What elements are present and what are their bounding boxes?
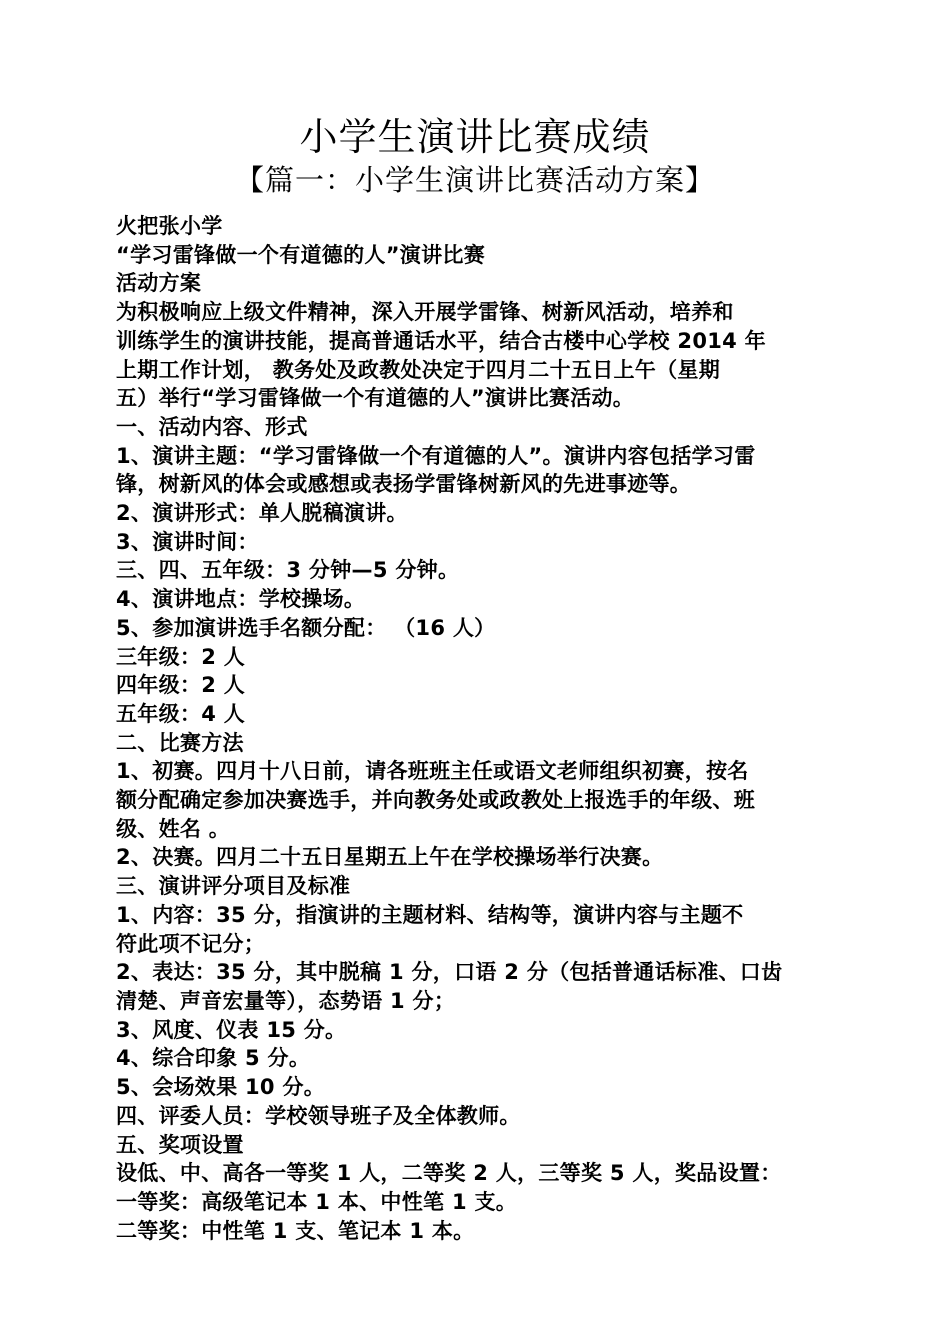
body-line: 符此项不记分； xyxy=(116,931,266,956)
body-line: 四年级：2 人 xyxy=(116,673,246,698)
body-line: 3、演讲时间： xyxy=(116,529,259,554)
body-line: 3、风度、仪表 15 分。 xyxy=(116,1017,347,1042)
body-line: 1、初赛。四月十八日前，请各班班主任或语文老师组织初赛，按名 xyxy=(116,759,749,784)
body-line: 5、会场效果 10 分。 xyxy=(116,1075,326,1100)
body-line: 五）举行“学习雷锋做一个有道德的人”演讲比赛活动。 xyxy=(116,386,635,411)
body-line: 2、决赛。四月二十五日星期五上午在学校操场举行决赛。 xyxy=(116,845,664,870)
body-line: 锋，树新风的体会或感想或表扬学雷锋树新风的先进事迹等。 xyxy=(116,472,692,497)
body-line: 清楚、声音宏量等），态势语 1 分； xyxy=(116,988,456,1013)
section-heading: 三、演讲评分项目及标准 xyxy=(116,874,351,899)
section-heading: 五、奖项设置 xyxy=(116,1132,244,1157)
body-line: 三、四、五年级：3 分钟—5 分钟。 xyxy=(116,558,460,583)
body-line: 1、演讲主题：“学习雷锋做一个有道德的人”。演讲内容包括学习雷 xyxy=(116,443,756,468)
body-line: 一等奖：高级笔记本 1 本、中性笔 1 支。 xyxy=(116,1189,518,1214)
body-line: 5、参加演讲选手名额分配： （16 人） xyxy=(116,615,496,640)
section-heading: 一、活动内容、形式 xyxy=(116,414,308,439)
body-line: “学习雷锋做一个有道德的人”演讲比赛 xyxy=(116,242,486,267)
body-line: 设低、中、高各一等奖 1 人，二等奖 2 人，三等奖 5 人，奖品设置： xyxy=(116,1161,782,1186)
body-line: 额分配确定参加决赛选手，并向教务处或政教处上报选手的年级、班 xyxy=(116,788,755,813)
body-line: 2、表达：35 分，其中脱稿 1 分，口语 2 分（包括普通话标准、口齿 xyxy=(116,960,783,985)
document-body xyxy=(116,212,838,1245)
body-line: 训练学生的演讲技能，提高普通话水平，结合古楼中心学校 2014 年 xyxy=(116,328,766,353)
body-line: 4、演讲地点：学校操场。 xyxy=(116,587,366,612)
section-heading: 四、评委人员：学校领导班子及全体教师。 xyxy=(116,1103,521,1128)
body-line: 三年级：2 人 xyxy=(116,644,246,669)
body-line: 火把张小学 xyxy=(116,214,223,238)
body-line: 4、综合印象 5 分。 xyxy=(116,1046,311,1071)
body-line: 2、演讲形式：单人脱稿演讲。 xyxy=(116,501,408,526)
body-line: 五年级：4 人 xyxy=(116,701,246,726)
document-subtitle: 【篇一：小学生演讲比赛活动方案】 xyxy=(234,163,715,197)
section-heading: 二、比赛方法 xyxy=(116,730,244,755)
body-line: 上期工作计划， 教务处及政教处决定于四月二十五日上午（星期 xyxy=(116,357,721,382)
body-line: 级、姓名 。 xyxy=(116,816,231,841)
body-line: 1、内容：35 分，指演讲的主题材料、结构等，演讲内容与主题不 xyxy=(116,902,744,927)
body-line: 为积极响应上级文件精神，深入开展学雷锋、树新风活动，培养和 xyxy=(116,300,734,325)
body-line: 二等奖：中性笔 1 支、笔记本 1 本。 xyxy=(116,1218,475,1243)
body-line: 活动方案 xyxy=(116,271,202,296)
document-title: 小学生演讲比赛成绩 xyxy=(299,115,651,159)
